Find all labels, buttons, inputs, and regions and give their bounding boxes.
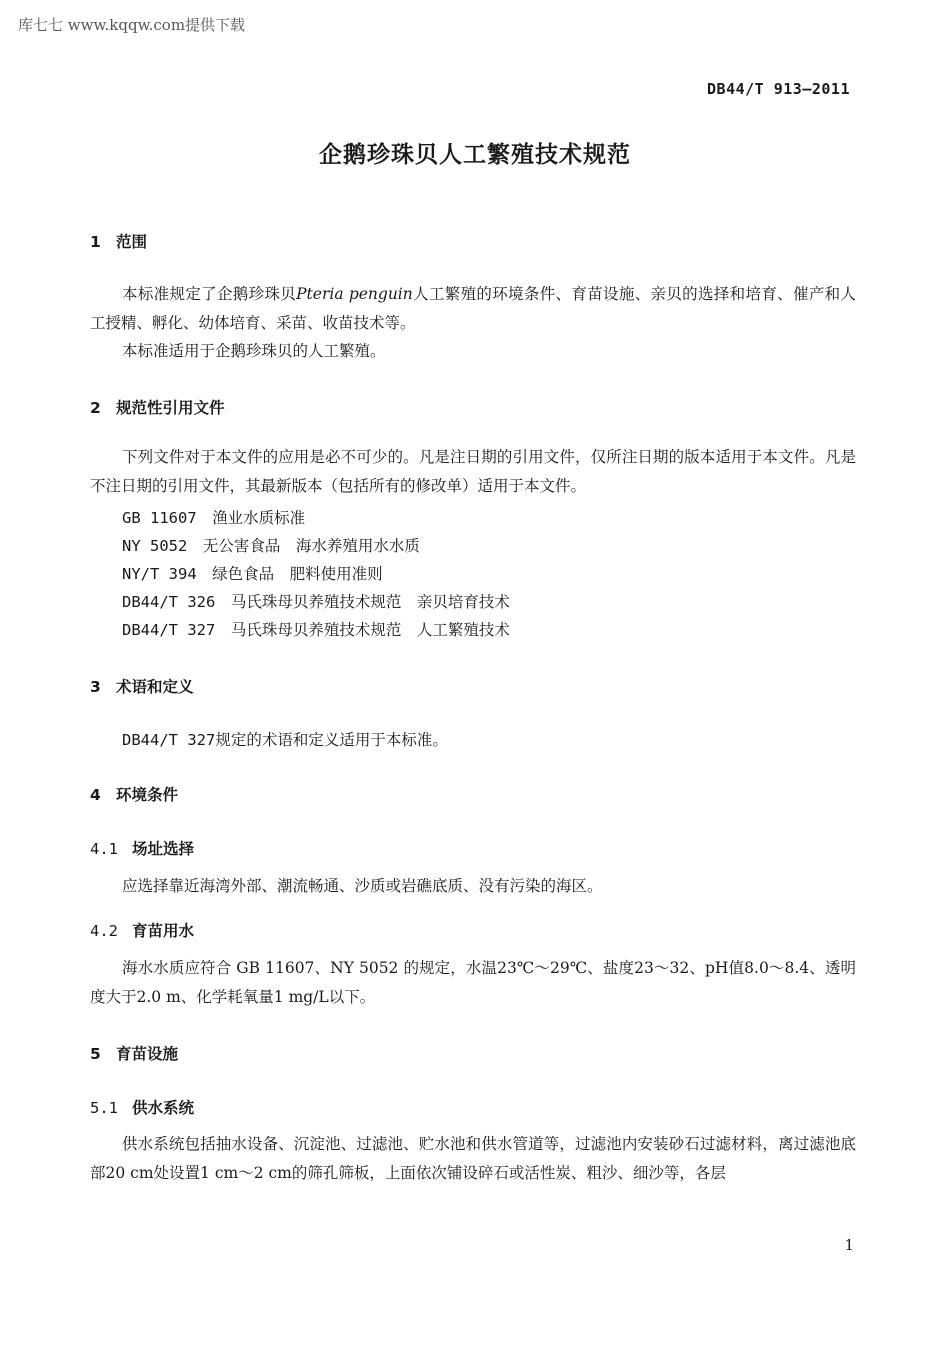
- section-number: 2: [90, 399, 101, 417]
- section-1-paragraph-1: [90, 280, 856, 338]
- subsection-4-1-heading: [90, 837, 194, 859]
- watermark-text: 库七七 www.kqqw.com提供下载: [18, 16, 246, 34]
- reference-code: NY/T 394: [122, 565, 197, 583]
- reference-code: DB44/T 327: [122, 731, 216, 749]
- page-title: 企鹅珍珠贝人工繁殖技术规范: [319, 142, 631, 168]
- subsection-4-1-text: 应选择靠近海湾外部、潮流畅通、沙质或岩礁底质、没有污染的海区。: [122, 877, 603, 895]
- section-title: 规范性引用文件: [116, 399, 225, 417]
- subsection-5-1-text: 供水系统包括抽水设备、沉淀池、过滤池、贮水池和供水管道等，过滤池内安装砂石过滤材料，离过滤池底部20 cm处设置1 cm～2 cm的筛孔筛板，上面依次铺设碎石或活性炭、粗沙、细沙等，各层: [90, 1135, 856, 1182]
- section-title: 范围: [116, 233, 148, 251]
- subsection-4-2-heading: [90, 919, 194, 941]
- reference-item: [122, 562, 383, 584]
- subsection-4-2-text: 海水水质应符合 GB 11607、NY 5052 的规定，水温23℃～29℃、盐度23～32、pH值8.0～8.4、透明度大于2.0 m、化学耗氧量1 mg/L以下。: [90, 959, 856, 1006]
- reference-title: 渔业水质标准: [212, 509, 306, 527]
- section-number: 1: [90, 233, 101, 251]
- section-number: 4: [90, 786, 101, 804]
- section-3-text: [122, 728, 448, 750]
- section-1-heading: [90, 230, 147, 252]
- subsection-number: 4.2: [90, 922, 118, 940]
- page-number: 1: [844, 1236, 854, 1254]
- section-3-heading: [90, 675, 194, 697]
- text-run: 人工繁殖的环境条件、育苗设施、亲贝的选择和培育、催产和人工授精、孵化、幼体培育、采苗、收苗技术等。: [90, 285, 856, 332]
- reference-item: [122, 618, 510, 640]
- section-2-intro: 下列文件对于本文件的应用是必不可少的。凡是注日期的引用文件，仅所注日期的版本适用于本文件。凡是不注日期的引用文件，其最新版本（包括所有的修改单）适用于本文件。: [90, 448, 856, 495]
- section-number: 3: [90, 678, 101, 696]
- section-title: 育苗设施: [116, 1045, 179, 1063]
- section-1-paragraph-2: 本标准适用于企鹅珍珠贝的人工繁殖。: [122, 342, 386, 360]
- reference-item: [122, 506, 305, 528]
- section-title: 术语和定义: [116, 678, 194, 696]
- text-run: 规定的术语和定义适用于本标准。: [215, 731, 448, 749]
- reference-item: [122, 590, 510, 612]
- reference-code: DB44/T 327: [122, 621, 216, 639]
- subsection-number: 5.1: [90, 1099, 118, 1117]
- document-code: DB44/T 913—2011: [707, 80, 850, 98]
- reference-title: 马氏珠母贝养殖技术规范 人工繁殖技术: [230, 621, 510, 639]
- reference-code: DB44/T 326: [122, 593, 216, 611]
- section-title: 环境条件: [116, 786, 179, 804]
- reference-title: 马氏珠母贝养殖技术规范 亲贝培育技术: [230, 593, 510, 611]
- reference-item: [122, 534, 420, 556]
- reference-title: 无公害食品 海水养殖用水水质: [202, 537, 420, 555]
- section-number: 5: [90, 1045, 101, 1063]
- latin-name: Pteria penguin: [296, 285, 413, 303]
- subsection-title: 场址选择: [132, 840, 195, 858]
- subsection-5-1-heading: [90, 1096, 194, 1118]
- reference-title: 绿色食品 肥料使用准则: [212, 565, 383, 583]
- subsection-title: 供水系统: [132, 1099, 195, 1117]
- section-5-heading: [90, 1042, 178, 1064]
- section-2-heading: [90, 396, 225, 418]
- reference-code: NY 5052: [122, 537, 188, 555]
- section-4-heading: [90, 783, 178, 805]
- subsection-number: 4.1: [90, 840, 118, 858]
- subsection-title: 育苗用水: [132, 922, 195, 940]
- text-run: 本标准规定了企鹅珍珠贝: [122, 285, 297, 303]
- reference-code: GB 11607: [122, 509, 197, 527]
